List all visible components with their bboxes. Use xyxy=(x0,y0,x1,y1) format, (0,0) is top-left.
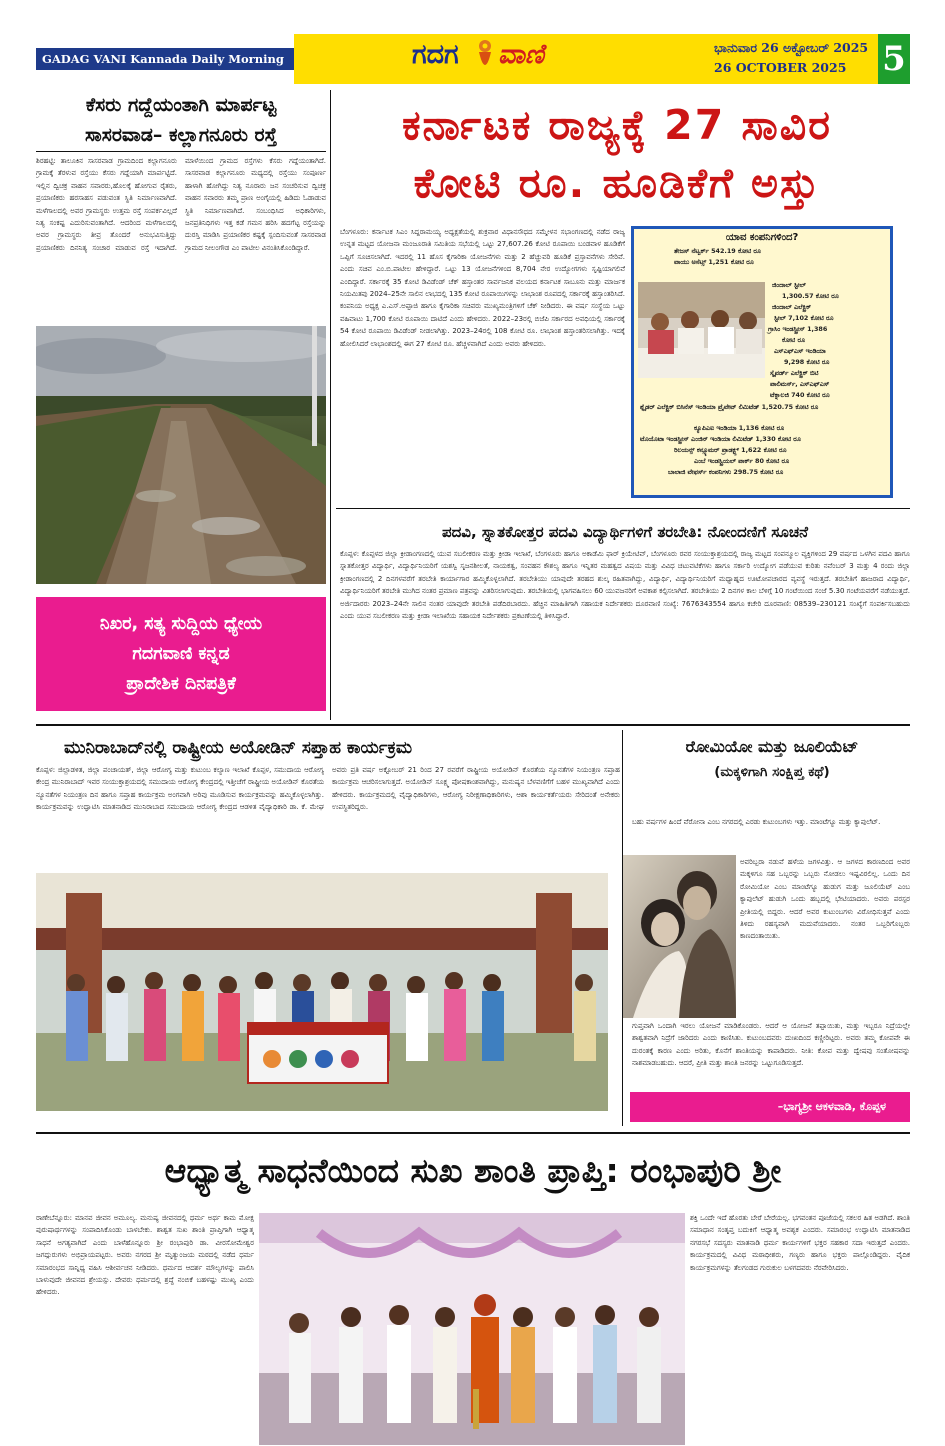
company-line: ಶ್ನೈಡರ್ ಎಲೆಕ್ಟ್ರಿಕ್ ಬಿಸಿನೆಸ್ ಇಂಡಿಯಾ ಪ್ರೈವೇಟ್ ಲಿಮಿಟೆಡ್ 1,520.75 ಕೋಟಿ ರೂ xyxy=(640,403,819,411)
company-line: ಗ್ರಾಸಿಂ ಇಂಡಸ್ಟ್ರೀಸ್ 1,386 xyxy=(768,325,828,333)
date-kannada: ಭಾನುವಾರ 26 ಅಕ್ಟೋಬರ್ 2025 xyxy=(714,40,869,55)
companies-box xyxy=(631,226,893,498)
company-line: ಟೆಕ್ನಾಲಜಿ 740 ಕೋಟಿ ರೂ xyxy=(770,391,830,399)
company-line: 9,298 ಕೋಟಿ ರೂ xyxy=(784,358,830,366)
road-article-headline xyxy=(36,90,326,150)
logo-text-left: ಗದಗ xyxy=(412,39,459,70)
company-line: ಟೊಯೊಟಾ ಇಂಡಸ್ಟ್ರೀಸ್ ಎಂಜಿನ್ ಇಂಡಿಯಾ ಲಿಮಿಟೆಡ್ 1,330 ಕೋಟಿ ರೂ xyxy=(640,435,801,443)
company-line: ಸ್ಕೈವರ್ಡ್ ಎಲೆಕ್ಟ್ರಿಕ್ ಬಿಟಿ xyxy=(770,369,819,377)
romeo-article-intro: ಬಹು ವರ್ಷಗಳ ಹಿಂದೆ ವೆರೋನಾ ಎಂಬ ನಗರದಲ್ಲಿ ಎರಡು ಕುಟುಂಬಗಳು ಇತ್ತು. ಮಾಂಟೆಗ್ಯೂ ಮತ್ತು ಕ್ಯಾಪುಲೆಟ್. xyxy=(632,818,881,826)
divider xyxy=(36,1132,910,1134)
promo-line-2: ಗದಗವಾಣಿ ಕನ್ನಡ xyxy=(132,644,230,664)
company-line: ವಾಯು ಅಸೆಟ್ಸ್ 1,251 ಕೋಟಿ ರೂ xyxy=(674,258,754,266)
divider xyxy=(336,508,910,509)
company-line: ರಿಲಯನ್ಸ್ ಕನ್ಸ್ಯೂಮರ್ ಪ್ರಾಡಕ್ಟ್ಸ್ 1,622 ಕೋಟಿ ರೂ xyxy=(674,446,787,454)
company-line: ಕೋಟಿ ರೂ xyxy=(782,336,805,344)
companies-box-title: ಯಾವ ಕಂಪನಿಗಳಿಂದ? xyxy=(725,232,799,243)
romeo-article-subheadline: (ಮಕ್ಕಳಿಗಾಗಿ ಸಂಕ್ಷಿಪ್ತ ಕಥೆ) xyxy=(714,764,830,780)
main-headline-line-2: ಕೋಟಿ ರೂ. ಹೂಡಿಕೆಗೆ ಅಸ್ತು xyxy=(413,159,821,207)
health-event-photo xyxy=(36,873,608,1111)
column-divider xyxy=(330,90,331,720)
divider xyxy=(36,151,326,152)
logo-text-right: ವಾಣಿ xyxy=(498,39,544,70)
promo-line-3: ಪ್ರಾದೇಶಿಕ ದಿನಪತ್ರಿಕೆ xyxy=(126,674,236,694)
main-headline-line-1: ಕರ್ನಾಟಕ ರಾಜ್ಯಕ್ಕೆ 27 ಸಾವಿರ xyxy=(402,101,832,149)
spiritual-article-body-right: ಶಕ್ತಿ ಒಂದೇ ಇದೆ ಹೊರತು ಬೇರೆ ಬೇರೆಯಲ್ಲ. ಭಗವಂತನ ಪೂಜೆಯಲ್ಲಿ ಸಕಲರ ಹಿತ ಅಡಗಿದೆ. ಶಾಂತಿ ಸಮಾಧಾನ ಸಂತೃಪ್ತ ಬದುಕಿಗೆ ಆಧ್ಯಾತ್ಮ ಅವಶ್ಯಕ ಎಂದರು. ಸಮಾರಂಭ ಉದ್ಘಾಟಿಸಿ ಮಾತನಾಡಿದ ನಗರಸಭೆ ಸದಸ್ಯರು ಮಾತನಾಡಿ ಧರ್ಮ ಕಾರ್ಯಗಳಿಗೆ ಭಕ್ತರ ಸಹಕಾರ ಸದಾ ಇರುತ್ತದೆ ಎಂದರು. ಕಾರ್ಯಕ್ರಮದಲ್ಲಿ ವಿವಿಧ ಮಠಾಧೀಶರು, ಗಣ್ಯರು ಹಾಗೂ ಭಕ್ತರು ಪಾಲ್ಗೊಂಡಿದ್ದರು. ವೈದಿಕ ಕಾರ್ಯಕ್ರಮಗಳನ್ನು ತೆಲಗಂಡದ ಗುರುಕುಲ ಬಳಗದವರು ನೆರವೇರಿಸಿದರು. xyxy=(690,1214,910,1272)
spiritual-event-photo xyxy=(259,1213,685,1445)
edition-date xyxy=(656,34,878,84)
promo-box xyxy=(36,597,326,711)
investment-article-body: ಬೆಂಗಳೂರು: ಕರ್ನಾಟಕ ಸಿಎಂ ಸಿದ್ದರಾಮಯ್ಯ ಅಧ್ಯಕ್ಷತೆಯಲ್ಲಿ ಶುಕ್ರವಾರ ವಿಧಾನಸೌಧದ ಸಮ್ಮೇಳನ ಸಭಾಂಗಣದಲ್ಲಿ ನಡೆದ ರಾಜ್ಯ ಉನ್ನತ ಮಟ್ಟದ ಯೋಜನಾ ಮಂಜೂರಾತಿ ಸಮಿತಿಯ ಸಭೆಯಲ್ಲಿ ಒಟ್ಟು 27,607.26 ಕೋಟಿ ರೂಪಾಯಿ ಬಂಡವಾಳ ಹೂಡಿಕೆಗೆ ಒಪ್ಪಿಗೆ ಸೂಚಿಸಲಾಗಿದೆ. ಇದರಲ್ಲಿ 11 ಹೊಸ ಕೈಗಾರಿಕಾ ಯೋಜನೆಗಳು ಮತ್ತು 2 ಹೆಚ್ಚುವರಿ ಹೂಡಿಕೆ ಪ್ರಸ್ತಾವನೆಗಳು ಸೇರಿವೆ. ಎಂದು ಸಚಿವ ಎಂ.ಬಿ.ಪಾಟೀಲ ಹೇಳಿದ್ದಾರೆ. ಒಟ್ಟು 13 ಯೋಜನೆಗಳಿಂದ 8,704 ನೇರ ಉದ್ಯೋಗಗಳು ಸೃಷ್ಟಿಯಾಗಲಿವೆ ಎಂದಿದ್ದಾರೆ. ಸರ್ಕಾರಕ್ಕೆ 35 ಕೋಟಿ ಡಿವಿಡೆಂಡ್ ಚೆಕ್ ಹಸ್ತಾಂತರ ಸಾರ್ವಜನಿಕ ವಲಯದ ಕರ್ನಾಟಕ ಸಾಬೂನು ಮತ್ತು ಮಾರ್ಜಕ ನಿಯಮಿತವು 2024–25ನೇ ಸಾಲಿನ ಲಾಭದಲ್ಲಿ 135 ಕೋಟಿ ರೂಪಾಯಿಗಳನ್ನು ಲಾಭಾಂಶ ರೂಪದಲ್ಲಿ ಸರ್ಕಾರಕ್ಕೆ ಹಸ್ತಾಂತರಿಸಿದೆ. ಕಂಪನಿಯ ಅಧ್ಯಕ್ಷ ಎ.ಎಸ್.ಅಪ್ಪಾಜಿ ಹಾಗೂ ಕೈಗಾರಿಕಾ ಸಚಿವರು ಮುಖ್ಯಮಂತ್ರಿಗಳಿಗೆ ಚೆಕ್ ನೀಡಿದರು. ಈ ವರ್ಷ ಸಂಸ್ಥೆಯ ಒಟ್ಟು ವಹಿವಾಟು 1,700 ಕೋಟಿ ರೂಪಾಯಿ ದಾಟಿದೆ ಎಂದು ಹೇಳಿದರು. 2022–23ರಲ್ಲಿ ಬಿಜೆಪಿ ಸರ್ಕಾರದ ಅವಧಿಯಲ್ಲಿ ಸರ್ಕಾರಕ್ಕೆ 54 ಕೋಟಿ ರೂಪಾಯಿ ಡಿವಿಡೆಂಡ್ ನೀಡಲಾಗಿತ್ತು. 2023–24ರಲ್ಲಿ 108 ಕೋಟಿ ರೂ. ಲಾಭಾಂಶ ಹಸ್ತಾಂತರಿಸಲಾಗಿತ್ತು. ಇದಕ್ಕೆ ಹೋಲಿಸಿದರೆ ಲಾಭಾಂಶದಲ್ಲಿ ಈಗ 27 ಕೋಟಿ ರೂ. ಹೆಚ್ಚಳವಾಗಿದೆ ಎಂದು ಅವರು ಹೇಳಿದರು. xyxy=(340,228,625,348)
iodine-article-headline: ಮುನಿರಾಬಾದ್‌ನಲ್ಲಿ ರಾಷ್ಟ್ರೀಯ ಅಯೋಡಿನ್ ಸಪ್ತಾಹ ಕಾರ್ಯಕ್ರಮ xyxy=(64,738,413,758)
deity-emblem-icon xyxy=(474,38,496,78)
spiritual-article-headline: ಆಧ್ಯಾತ್ಮ ಸಾಧನೆಯಿಂದ ಸುಖ ಶಾಂತಿ ಪ್ರಾಪ್ತಿ: ರಂಭಾಪುರಿ ಶ್ರೀ xyxy=(164,1151,782,1190)
company-line: ಪಾಲಿಮರ್ಸ್, ಎಸ್ಎಫ್ಎಸ್ xyxy=(770,380,830,388)
company-line: ಜಿಂದಾಲ್ ಸ್ಟೀಲ್ xyxy=(772,281,806,289)
company-line: ಎಂಬೆ ಇಂಡಸ್ಟ್ರಿಯಲ್ ಪಾರ್ಕ್ 80 ಕೋಟಿ ರೂ xyxy=(694,457,790,465)
masthead-tagline: GADAG VANI Kannada Daily Morning xyxy=(36,48,294,70)
newspaper-logo xyxy=(294,34,656,84)
road-headline-line-2: ಸಾಸರವಾಡ– ಕಲ್ಲಾಗನೂರು ರಸ್ತೆ xyxy=(84,124,278,146)
romeo-article-side-text: ಅವರಿಬ್ಬರಾ ನಡುವೆ ಹಳೆಯ ಜಗಳವಿತ್ತು. ಆ ಜಗಳದ ಕಾರಣದಿಂದ ಅವರ ಮಕ್ಕಳಿಗೂ ಸಹ ಒಬ್ಬರನ್ನು ಒಬ್ಬರು ನೋಡಲು ಇಷ್ಟವಿರಲಿಲ್ಲ. ಒಂದು ದಿನ ರೋಮಿಯೋ ಎಂಬ ಮಾಂಟೆಗ್ಯೂ ಹುಡುಗ ಮತ್ತು ಜೂಲಿಯೆಟ್ ಎಂಬ ಕ್ಯಾಪುಲೆಟ್ ಹುಡುಗಿ ಒಂದು ಹಬ್ಬದಲ್ಲಿ ಭೇಟಿಯಾದರು. ಅವರು ಪರಸ್ಪರ ಪ್ರೀತಿಯಲ್ಲಿ ಬಿದ್ದರು. ಆದರೆ ಅವರ ಕುಟುಂಬಗಳು ವಿರೋಧಿಸುತ್ತವೆ ಎಂದು ತಿಳಿದು ರಹಸ್ಯವಾಗಿ ಮದುವೆಯಾದರು. ನಂತರ ಒಬ್ಬರಿಗೊಬ್ಬರು ಕಾಣದಂತಾಯಿತು. xyxy=(740,858,910,941)
company-line: 1,300.57 ಕೋಟಿ ರೂ xyxy=(782,292,839,300)
company-line: ಕ್ಯೂಪಿಎಐ ಇಂಡಿಯಾ 1,136 ಕೋಟಿ ರೂ xyxy=(694,424,785,432)
company-line: ಸ್ಟೀಲ್ 7,102 ಕೋಟಿ ರೂ xyxy=(774,314,834,322)
meeting-photo xyxy=(638,282,765,378)
masthead-left xyxy=(36,34,294,84)
promo-line-1: ನಿಖರ, ಸತ್ಯ ಸುದ್ದಿಯ ಧ್ಯೇಯ xyxy=(99,614,263,634)
company-line: ಬಾಲಾಜಿ ವೇಫರ್ಸ್ ಕಂಪನಿಗಳು 298.75 ಕೋಟಿ ರೂ xyxy=(668,468,784,476)
date-english: 26 OCTOBER 2025 xyxy=(714,60,847,75)
road-headline-line-1: ಕೆಸರು ಗದ್ದೆಯಂತಾಗಿ ಮಾರ್ಪಟ್ಟ xyxy=(85,94,277,116)
scholar-article-headline: ಪದವಿ, ಸ್ನಾತಕೋತ್ತರ ಪದವಿ ವಿದ್ಯಾರ್ಥಿಗಳಿಗೆ ತರಬೇತಿ: ನೋಂದಣಿಗೆ ಸೂಚನೆ xyxy=(441,523,809,541)
divider xyxy=(36,724,910,726)
company-line: ಜಿಂದಾಲ್ ಎಲೆಕ್ಟ್ರಿಕ್ xyxy=(772,303,812,311)
romeo-article-headline: ರೋಮಿಯೋ ಮತ್ತು ಜೂಲಿಯೆಟ್ xyxy=(685,737,859,756)
romeo-byline: –ಭಾಗ್ಯಶ್ರೀ ಆಕಳವಾಡಿ, ಕೊಪ್ಪಳ xyxy=(630,1092,910,1122)
company-line: ಎಸ್ಎಫ್ಎಸ್ ಇಂಡಿಯಾ xyxy=(774,347,826,355)
main-headline xyxy=(340,96,894,212)
company-line: ತೇಜಸ್ ನೆಟ್ವರ್ಕ್ 542.19 ಕೋಟಿ ರೂ xyxy=(674,247,761,255)
page-number: 5 xyxy=(878,34,910,84)
iodine-article-body: ಕೊಪ್ಪಳ: ಜಿಲ್ಲಾಡಳಿತ, ಜಿಲ್ಲಾ ಪಂಚಾಯತ್, ಜಿಲ್ಲಾ ಆರೋಗ್ಯ ಮತ್ತು ಕುಟುಂಬ ಕಲ್ಯಾಣ ಇಲಾಖೆ ಕೊಪ್ಪಳ, ಸಮುದಾಯ ಆರೋಗ್ಯ ಕೇಂದ್ರ ಮುನಿರಾಬಾದ್ ಇವರ ಸಂಯುಕ್ತಾಶ್ರಯದಲ್ಲಿ ಸಮುದಾಯ ಆರೋಗ್ಯ ಕೇಂದ್ರದಲ್ಲಿ ಇತ್ತೀಚೆಗೆ ರಾಷ್ಟ್ರೀಯ ಅಯೋಡಿನ್ ಕೊರತೆಯ ನ್ಯೂನತೆಗಳ ನಿಯಂತ್ರಣ ದಿನ ಹಾಗೂ ಸಪ್ತಾಹ ಕಾರ್ಯಕ್ರಮ ಅಂಗವಾಗಿ ಅರಿವು ಮೂಡಿಸುವ ಕಾರ್ಯಕ್ರಮವನ್ನು ಹಮ್ಮಿಕೊಳ್ಳಲಾಗಿತ್ತು. ಕಾರ್ಯಕ್ರಮವನ್ನು ಉದ್ಘಾಟಿಸಿ ಮಾತನಾಡಿದ ಮುನಿರಾಬಾದ ಸಮುದಾಯ ಆರೋಗ್ಯ ಕೇಂದ್ರದ ಆಡಳಿತ ವೈದ್ಯಾಧಿಕಾರಿ ಡಾ. ಕೆ. ಮೇಘ ಅವರು ಪ್ರತಿ ವರ್ಷ ಅಕ್ಟೋಬರ್ 21 ರಿಂದ 27 ರವರೆಗೆ ರಾಷ್ಟ್ರೀಯ ಅಯೋಡಿನ್ ಕೊರತೆಯ ನ್ಯೂನತೆಗಳ ನಿಯಂತ್ರಣ ಸಪ್ತಾಹ ಕಾರ್ಯಕ್ರಮ ಆಚರಿಸಲಾಗುತ್ತದೆ. ಅಯೋಡಿನ್ ಸೂಕ್ಷ್ಮ ಪೋಷಕಾಂಶವಾಗಿದ್ದು, ಮನುಷ್ಯನ ಬೆಳವಣಿಗೆಗೆ ಬಹಳ ಮುಖ್ಯವಾಗಿದೆ ಎಂದು ಹೇಳಿದರು. ಕಾರ್ಯಕ್ರಮದಲ್ಲಿ ವೈದ್ಯಾಧಿಕಾರಿಗಳು, ಆರೋಗ್ಯ ನಿರೀಕ್ಷಣಾಧಿಕಾರಿಗಳು, ಆಶಾ ಕಾರ್ಯಕರ್ತೆಯರು ಸೇರಿದಂತೆ ಅನೇಕರು ಉಪಸ್ಥಿತರಿದ್ದರು. xyxy=(36,766,620,812)
masthead xyxy=(36,34,910,84)
road-article-body: ಶಿರಹಟ್ಟಿ: ತಾಲೂಕಿನ ಸಾಸರವಾಡ ಗ್ರಾಮದಿಂದ ಕಲ್ಲಾಗನೂರು ಗ್ರಾಮಕ್ಕೆ ತೆರಳುವ ರಸ್ತೆಯು ಕೆಸರು ಗದ್ದೆಯಾಗಿ ಮಾರ್ಪಟ್ಟಿದೆ. ಇಲ್ಲಿನ ದ್ವಿಚಕ್ರ ವಾಹನ ಸವಾರರು,ಹೊಲಕ್ಕೆ ಹೋಗುವ ರೈತರು, ಪ್ರಯಾಣಿಕರು ಹರಸಾಹಸ ಪಡುವಂತ ಸ್ಥಿತಿ ನಿರ್ಮಾಣವಾಗಿದೆ. ಮಳೆಗಾಲದಲ್ಲಿ ಅವರ ಗ್ರಾಮಸ್ಥರು ಉತ್ತಮ ರಸ್ತೆ ಸಂಪರ್ಕವಿಲ್ಲದೆ ನಿತ್ಯ ಸಂಕಷ್ಟ ಎದುರಿಸುವಂತಾಗಿದೆ. ಆದರಿಂದ ಮಳೆಗಾಲದಲ್ಲಿ ಅವರ ಗ್ರಾಮಸ್ಥರು ತೀವ್ರ ತೊಂದರೆ ಅನುಭವಿಸುತ್ತಿದ್ದು ಪ್ರಯಾಣಿಕರು ದಿನನಿತ್ಯ ಸಂಚಾರ ಮಾಡುವ ರಸ್ತೆ ಇದಾಗಿದೆ. ಮಾಳೆಯಿಂದ ಗ್ರಾಮದ ರಸ್ತೆಗಳು ಕೆಸರು ಗದ್ದೆಯಂತಾಗಿದೆ. ಸಾಸರವಾಡ ಕಲ್ಲಾಗನೂರು ಮಧ್ಯದಲ್ಲಿ ರಸ್ತೆಯು ಸಂಪೂರ್ಣ ಹಾಳಾಗಿ ಹೋಗಿದ್ದು ನಿತ್ಯ ನೂರಾರು ಜನ ಸಂಚರಿಸುವ ದ್ವಿಚಕ್ರ ವಾಹನ ಸವಾರರು ತಮ್ಮ ಪ್ರಾಣ ಅಂಗೈಯಲ್ಲಿ ಹಿಡಿದು ಓಡಾಡುವ ಸ್ಥಿತಿ ನಿರ್ಮಾಣವಾಗಿದೆ. ಸಂಬಂಧಿಸಿದ ಅಧಿಕಾರಿಗಳು, ಜನಪ್ರತಿನಿಧಿಗಳು ಇತ್ತ ಕಡೆ ಗಮನ ಹರಿಸಿ ಹದಗೆಟ್ಟ ರಸ್ತೆಯನ್ನು ದುರಸ್ತಿ ಮಾಡಿಸಿ ಪ್ರಯಾಣಿಕರ ಕಷ್ಟಕ್ಕೆ ಸ್ಪಂದಿಸುವಂತೆ ಸಾಸರವಾಡ ಗ್ರಾಮದ ನೀಲಂಗೌಡ ಎಂ ಪಾಟೀಲ ವಿನಂತಿಸಿಕೊಂಡಿದ್ದಾರೆ. xyxy=(36,157,326,252)
romeo-article-body: ಗುಪ್ತವಾಗಿ ಒಂದಾಗಿ ಇರಲು ಯೋಜನೆ ಮಾಡಿಕೊಂಡರು. ಆದರೆ ಆ ಯೋಜನೆ ತಪ್ಪಾಯಿತು, ಮತ್ತು ಇಬ್ಬರೂ ನಿದ್ರೆಯಲ್ಲೇ ಶಾಶ್ವತವಾಗಿ ನಿದ್ರೆಗೆ ಜಾರಿದರು ಎಂದು ಕಾಣಿಸಿತು. ಕುಟುಂಬದವರು ದುಃಖದಿಂದ ಕಣ್ಣೀರಿಟ್ಟರು. ಅವರು ತಮ್ಮ ಕೋಪವೇ ಈ ದುರಂತಕ್ಕೆ ಕಾರಣ ಎಂದು ಅರಿತು, ಕೊನೆಗೆ ಶಾಂತಿಯನ್ನು ಕಾಪಾಡಿದರು. ನೀತಿ: ಕೋಪ ಮತ್ತು ದ್ವೇಷವು ಸಂತೋಷವನ್ನು ನಾಶಮಾಡಬಹುದು. ಆದರೆ, ಪ್ರೀತಿ ಮತ್ತು ಶಾಂತಿ ಜನರನ್ನು ಒಟ್ಟುಗೂಡಿಸುತ್ತದೆ. xyxy=(632,1022,910,1068)
romeo-juliet-photo xyxy=(623,855,736,1018)
scholar-article-body: ಕೊಪ್ಪಳ: ಕೊಪ್ಪಳದ ಜಿಲ್ಲಾ ಕ್ರೀಡಾಂಗಣದಲ್ಲಿ ಯುವ ಸಬಲೀಕರಣ ಮತ್ತು ಕ್ರೀಡಾ ಇಲಾಖೆ, ಬೆಂಗಳೂರು ಹಾಗೂ ಅಕಾಡೆಮಿ ಫಾರ್ ಕ್ರಿಯೇಟಿವ್, ಬೆಂಗಳೂರು ರವರ ಸಂಯುಕ್ತಾಶ್ರಯದಲ್ಲಿ ರಾಜ್ಯ ಮಟ್ಟದ ಸಂಪನ್ಮೂಲ ವ್ಯಕ್ತಿಗಳಿಂದ 29 ವರ್ಷದ ಒಳಗಿನ ಪದವಿ ಹಾಗೂ ಸ್ನಾತಕೋತ್ತರ ವಿದ್ಯಾರ್ಥಿ, ವಿದ್ಯಾರ್ಥಿನಿಯರಿಗೆ ಯಶಸ್ವಿ ಸೃಜನಶೀಲತೆ, ನಾಯಕತ್ವ, ಸಂವಹನ ಕೌಶಲ್ಯ ಹಾಗೂ ಇನ್ನಿತರ ಮಹತ್ವದ ವಿಷಯ ಮತ್ತು ವಿವಿಧ ಚಟುವಟಿಕೆಗಳು ಹಾಗೂ ಸರ್ಕಾರಿ ಉದ್ಯೋಗ ಪಡೆಯುವ ಕುರಿತು ನವೆಂಬರ್ 3 ಮತ್ತು 4 ರಂದು ಜಿಲ್ಲಾ ಕ್ರೀಡಾಂಗಣದಲ್ಲಿ 2 ದಿನಗಳವರೆಗೆ ತರಬೇತಿ ಕಾರ್ಯಾಗಾರ ಹಮ್ಮಿಕೊಳ್ಳಲಾಗಿದೆ. ತರಬೇತಿಯು ಯಾವುದೇ ತರಹದ ಶುಲ್ಕ ರಹಿತವಾಗಿದ್ದು, ವಿದ್ಯಾರ್ಥಿ, ವಿದ್ಯಾರ್ಥಿನಿಯರಿಗೆ ಮಧ್ಯಾಹ್ನದ ಊಟೋಪಚಾರದ ವ್ಯವಸ್ಥೆ ಇರುತ್ತದೆ. ತರಬೇತಿಗೆ ಹಾಜರಾದ ವಿದ್ಯಾರ್ಥಿ, ವಿದ್ಯಾರ್ಥಿನಿಯರಿಗೆ ತರಬೇತಿ ಮುಗಿದ ನಂತರ ಪ್ರಮಾಣ ಪತ್ರವನ್ನು ವಿತರಿಸಲಾಗುವುದು. ತರಬೇತಿಯಲ್ಲಿ ಭಾಗವಹಿಸಲು 60 ಯುವಜನರಿಗೆ ಅವಕಾಶ ಕಲ್ಪಿಸಲಾಗಿದೆ. ತರಬೇತಿಯು 2 ದಿನಗಳ ಕಾಲ ಬೆಳಿಗ್ಗೆ 10 ಗಂಟೆಯಿಂದ ಸಂಜೆ 5.30 ಗಂಟೆಯವರೆಗೆ ನಡೆಯುತ್ತದೆ. ಅರ್ಜಿದಾರರು 2023–24ನೇ ಸಾಲಿನ ನಂತರ ಯಾವುದೇ ತರಬೇತಿ ಪಡೆದಿರಬಾರದು. ಹೆಚ್ಚಿನ ಮಾಹಿತಿಗಾಗಿ ಸಹಾಯಕ ನಿರ್ದೇಶಕರು ದೂರವಾಣಿ ಸಂಖ್ಯೆ: 7676343554 ಹಾಗೂ ಕಚೇರಿ ದೂರವಾಣಿ: 08539–230121 ಸಂಖ್ಯೆಗೆ ಸಂಪರ್ಕಿಸಬಹುದು ಎಂದು ಯುವ ಸಬಲೀಕರಣ ಮತ್ತು ಕ್ರೀಡಾ ಇಲಾಖೆಯ ಸಹಾಯಕ ನಿರ್ದೇಶಕರು ಪ್ರಕಟಣೆಯಲ್ಲಿ ತಿಳಿಸಿದ್ದಾರೆ. xyxy=(340,550,910,621)
spiritual-article-body-left: ರಾಣೇಬೆನ್ನೂರು: ಮಾನವ ಜೀವನ ಅಮೂಲ್ಯ. ಮನುಷ್ಯ ಜೀವನದಲ್ಲಿ ಧರ್ಮ ಅರ್ಥ ಕಾಮ ಮೋಕ್ಷ ಪುರುಷಾರ್ಥಗಳನ್ನು ಸಂಪಾದಿಸಿಕೊಂಡು ಬಾಳಬೇಕು. ಶಾಶ್ವತ ಸುಖ ಶಾಂತಿ ಪ್ರಾಪ್ತಿಗಾಗಿ ಆಧ್ಯಾತ್ಮ ಸಾಧನೆ ಅಗತ್ಯವಾಗಿದೆ ಎಂದು ಬಾಳೆಹೊನ್ನೂರು ಶ್ರೀ ರಂಭಾಪುರಿ ಡಾ. ವೀರಸೋಮೇಶ್ವರ ಜಗದ್ಗುರುಗಳು ಅಭಿಪ್ರಾಯಪಟ್ಟರು. ಅವರು ನಗರದ ಶ್ರೀ ಮೃತ್ಯುಂಜಯ ಮಠದಲ್ಲಿ ನಡೆದ ಧರ್ಮ ಸಮಾರಂಭದ ಸಾನ್ನಿಧ್ಯ ವಹಿಸಿ ಆಶೀರ್ವಚನ ನೀಡಿದರು. ಧರ್ಮದ ಆದರ್ಶ ಮೌಲ್ಯಗಳನ್ನು ಪಾಲಿಸಿ ಬಾಳುವುದೇ ಜೀವನದ ಶ್ರೇಯಸ್ಸು. ದೇವರು ಧರ್ಮದಲ್ಲಿ ಶ್ರದ್ಧೆ ನಂಬಿಕೆ ಬಹಳಷ್ಟು ಮುಖ್ಯ ಎಂದು ಹೇಳಿದರು. xyxy=(36,1214,254,1297)
muddy-road-photo xyxy=(36,326,326,584)
